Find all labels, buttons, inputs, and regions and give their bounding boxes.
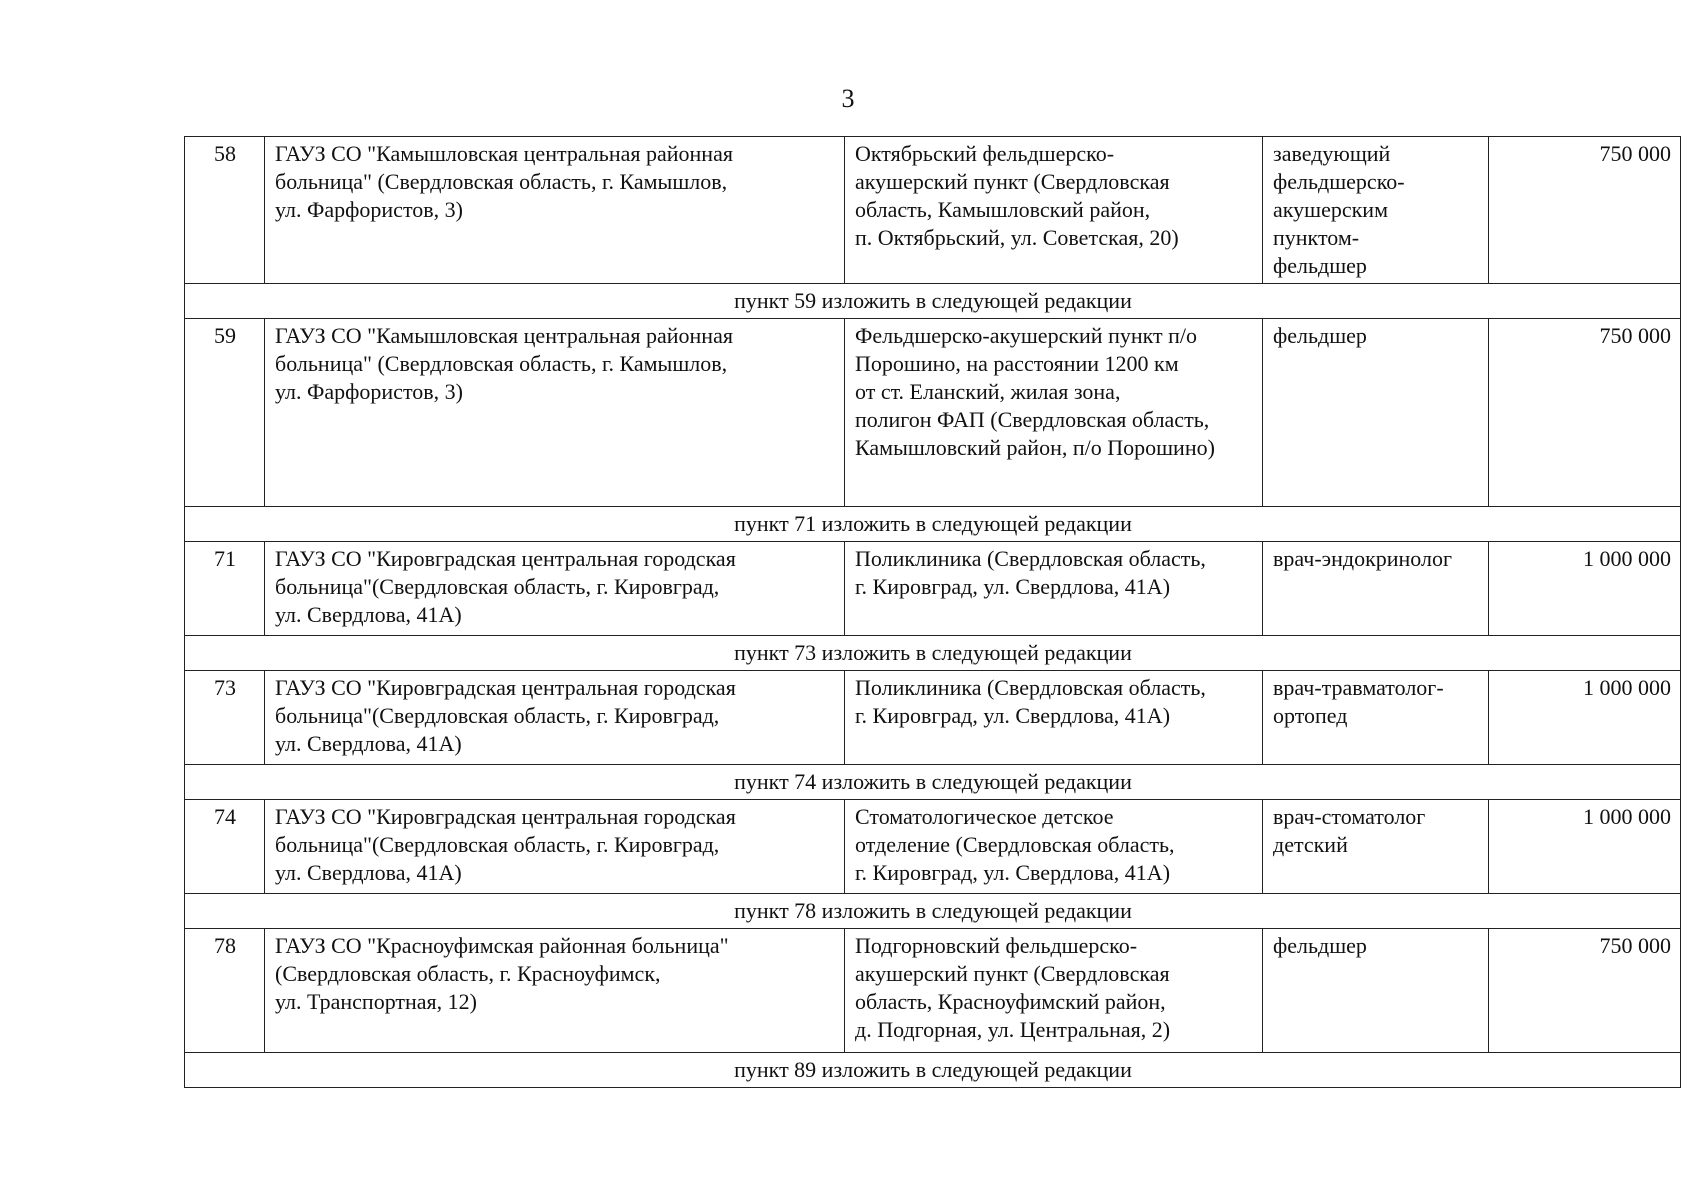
organization-cell [265, 929, 845, 1053]
unit-text: Поликлиника (Свердловская область, г. Кировград, ул. Свердлова, 41А) [855, 546, 1206, 599]
row-number: 73 [185, 671, 265, 765]
table-row [185, 319, 1681, 507]
organization-text: ГАУЗ СО "Кировградская центральная городская больница"(Свердловская область, г. Кировград, ул. Свердлова, 41А) [275, 546, 736, 627]
unit-cell [845, 319, 1263, 507]
section-heading-row [185, 636, 1681, 671]
organization-cell [265, 319, 845, 507]
amount-cell: 1 000 000 [1489, 671, 1681, 765]
position-cell [1263, 542, 1489, 636]
section-heading: пункт 78 изложить в следующей редакции [185, 894, 1681, 929]
table-row [185, 671, 1681, 765]
unit-text: Фельдшерско-акушерский пункт п/о Порошино, на расстоянии 1200 км от ст. Еланский, жилая зона, полигон ФАП (Свердловская область, Камышловский район, п/о Порошино) [855, 323, 1215, 460]
unit-cell [845, 929, 1263, 1053]
organization-text: ГАУЗ СО "Камышловская центральная районная больница" (Свердловская область, г. Камышлов, ул. Фарфористов, 3) [275, 323, 733, 404]
section-heading-row [185, 1053, 1681, 1088]
unit-text: Октябрьский фельдшерско- акушерский пункт (Свердловская область, Камышловский район, п. Октябрьский, ул. Советская, 20) [855, 141, 1179, 250]
page-number: 3 [841, 84, 855, 113]
amount-cell: 750 000 [1489, 137, 1681, 284]
unit-cell [845, 800, 1263, 894]
section-heading: пункт 74 изложить в следующей редакции [185, 765, 1681, 800]
position-cell [1263, 671, 1489, 765]
section-heading-row [185, 765, 1681, 800]
position-text: фельдшер [1273, 323, 1367, 348]
unit-text: Поликлиника (Свердловская область, г. Кировград, ул. Свердлова, 41А) [855, 675, 1206, 728]
organization-cell [265, 542, 845, 636]
table-row [185, 137, 1681, 284]
organization-text: ГАУЗ СО "Камышловская центральная районная больница" (Свердловская область, г. Камышлов, ул. Фарфористов, 3) [275, 141, 733, 222]
position-cell [1263, 319, 1489, 507]
organization-cell [265, 671, 845, 765]
row-number: 58 [185, 137, 265, 284]
amendments-table [184, 136, 1681, 1088]
position-text: фельдшер [1273, 933, 1367, 958]
unit-text: Стоматологическое детское отделение (Свердловская область, г. Кировград, ул. Свердлова, 41А) [855, 804, 1175, 885]
position-text: заведующий фельдшерско- акушерским пунктом- фельдшер [1273, 141, 1405, 278]
position-text: врач-стоматолог детский [1273, 804, 1426, 857]
section-heading: пункт 73 изложить в следующей редакции [185, 636, 1681, 671]
organization-cell [265, 800, 845, 894]
unit-text: Подгорновский фельдшерско- акушерский пункт (Свердловская область, Красноуфимский район, д. Подгорная, ул. Центральная, 2) [855, 933, 1171, 1042]
position-text: врач-травматолог- ортопед [1273, 675, 1444, 728]
table-row [185, 800, 1681, 894]
unit-cell [845, 671, 1263, 765]
unit-cell [845, 542, 1263, 636]
amount-cell: 750 000 [1489, 319, 1681, 507]
table-row [185, 542, 1681, 636]
position-cell [1263, 137, 1489, 284]
row-number: 71 [185, 542, 265, 636]
row-number: 59 [185, 319, 265, 507]
position-cell [1263, 800, 1489, 894]
row-number: 78 [185, 929, 265, 1053]
section-heading-row [185, 284, 1681, 319]
section-heading: пункт 89 изложить в следующей редакции [185, 1053, 1681, 1088]
organization-text: ГАУЗ СО "Кировградская центральная городская больница"(Свердловская область, г. Кировград, ул. Свердлова, 41А) [275, 804, 736, 885]
amount-cell: 1 000 000 [1489, 800, 1681, 894]
organization-text: ГАУЗ СО "Кировградская центральная городская больница"(Свердловская область, г. Кировград, ул. Свердлова, 41А) [275, 675, 736, 756]
section-heading-row [185, 894, 1681, 929]
position-cell [1263, 929, 1489, 1053]
position-text: врач-эндокринолог [1273, 546, 1453, 571]
section-heading: пункт 71 изложить в следующей редакции [185, 507, 1681, 542]
amount-cell: 750 000 [1489, 929, 1681, 1053]
section-heading: пункт 59 изложить в следующей редакции [185, 284, 1681, 319]
table-row [185, 929, 1681, 1053]
organization-text: ГАУЗ СО "Красноуфимская районная больница" (Свердловская область, г. Красноуфимск, ул. Транспортная, 12) [275, 933, 729, 1014]
unit-cell [845, 137, 1263, 284]
organization-cell [265, 137, 845, 284]
section-heading-row [185, 507, 1681, 542]
amount-cell: 1 000 000 [1489, 542, 1681, 636]
row-number: 74 [185, 800, 265, 894]
